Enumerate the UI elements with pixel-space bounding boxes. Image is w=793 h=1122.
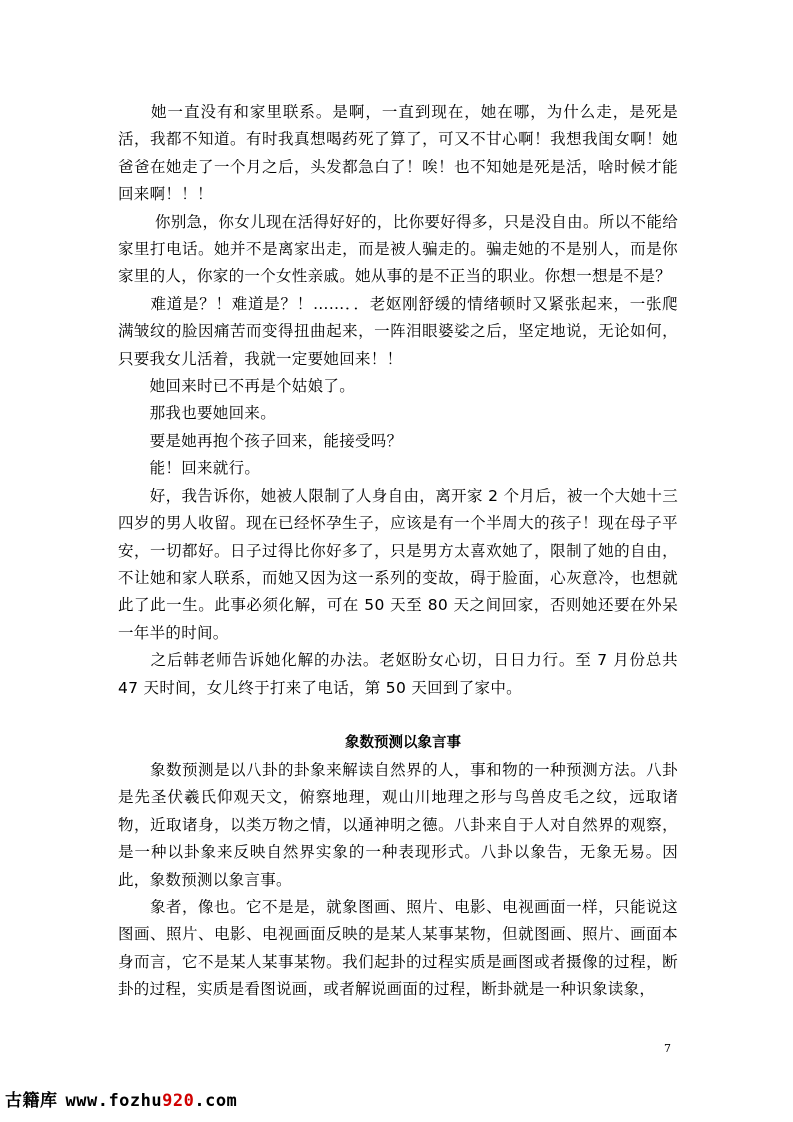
- paragraph: 那我也要她回来。: [118, 404, 277, 423]
- paragraph: 好，我告诉你，她被人限制了人身自由，离开家 2 个月后，被一个大她十三四岁的男人收留。现在已经怀孕生子，应该是有一个半周大的孩子！现在母子平安，一切都好。日子过得比你好多了，只是男方太喜欢她了，限制了她的自由，不让她和家人联系，而她又因为这一系列的变故，碍于脸面，心灰意冷，也想就此了此一生。此事必须化解，可在 50 天至 80 天之间回家，否则她还要在外呆一年半的时间。: [118, 486, 678, 642]
- section-heading: 象数预测以象言事: [345, 734, 461, 751]
- footer-url-number: 920: [162, 1091, 195, 1111]
- paragraph: 象数预测是以八卦的卦象来解读自然界的人，事和物的一种预测方法。八卦是先圣伏羲氏仰观天文，俯察地理，观山川地理之形与鸟兽皮毛之纹，远取诸物，近取诸身，以类万物之情，以通神明之德。八卦来自于人对自然界的观察，是一种以卦象来反映自然界实象的一种表现形式。八卦以象告，无象无易。因此，象数预测以象言事。: [118, 760, 678, 889]
- paragraph: 她一直没有和家里联系。是啊，一直到现在，她在哪，为什么走，是死是活，我都不知道。有时我真想喝药死了算了，可又不甘心啊！我想我闺女啊！她爸爸在她走了一个月之后，头发都急白了！唉！也不知她是死是活，啥时候才能回来啊！！！: [118, 103, 678, 204]
- paragraph: 难道是？！难道是？！……．．老妪刚舒缓的情绪顿时又紧张起来，一张爬满皱纹的脸因痛苦而变得扭曲起来，一阵泪眼婆娑之后，坚定地说，无论如何，只要我女儿活着，我就一定要她回来！！: [118, 294, 678, 368]
- paragraph: 象者，像也。它不是是，就象图画、照片、电影、电视画面一样，只能说这图画、照片、电影、电视画面反映的是某人某事某物，但就图画、照片、画面本身而言，它不是某人某事某物。我们起卦的过程实质是画图或者摄像的过程，断卦的过程，实质是看图说画，或者解说画面的过程，断卦就是一种识象读象，: [118, 897, 678, 999]
- page-content: [118, 99, 684, 1004]
- footer-url-prefix: www.fozhu: [65, 1091, 163, 1111]
- paragraph: 能！回来就行。: [118, 459, 261, 478]
- paragraph: 你别急，你女儿现在活得好好的，比你要好得多，只是没自由。所以不能给家里打电话。她并不是离家出走，而是被人骗走的。骗走她的不是别人，而是你家里的人，你家的一个女性亲戚。她从事的是不正当的职业。你想一想是不是？: [118, 212, 678, 286]
- footer-watermark: [5, 1086, 237, 1111]
- page-number: 7: [664, 1042, 671, 1055]
- paragraph: 她回来时已不再是个姑娘了。: [118, 377, 356, 396]
- paragraph: 之后韩老师告诉她化解的办法。老妪盼女心切，日日力行。至 7 月份总共 47 天时间，女儿终于打来了电话，第 50 天回到了家中。: [118, 651, 684, 697]
- paragraph: 要是她再抱个孩子回来，能接受吗？: [118, 431, 403, 450]
- footer-brand: 古籍库: [5, 1091, 58, 1111]
- footer-url-suffix: .com: [194, 1091, 238, 1111]
